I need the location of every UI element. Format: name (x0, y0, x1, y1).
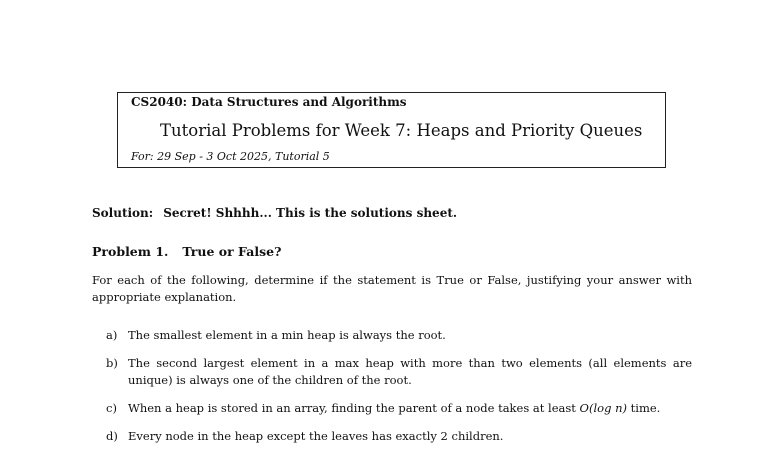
solution-label: Solution: (92, 206, 154, 220)
item-marker: b) (106, 356, 118, 370)
solution-text: Secret! Shhhh... This is the solutions sheet. (163, 206, 458, 220)
item-marker: c) (106, 401, 117, 415)
item-text-before: When a heap is stored in an array, finding the parent of a node takes at least (128, 401, 580, 415)
list-item (92, 428, 692, 445)
item-marker: d) (106, 429, 118, 443)
tutorial-header-box (117, 92, 666, 168)
item-marker: a) (106, 328, 118, 342)
item-text: The smallest element in a min heap is always the root. (128, 328, 446, 342)
problem-heading (92, 244, 281, 259)
item-text: The second largest element in a max heap with more than two elements (all elements are unique) is always one of the children of the root. (128, 356, 692, 387)
item-text-after: time. (626, 401, 661, 415)
problem-title: True or False? (182, 244, 282, 259)
big-o-expression: O(log n) (579, 401, 627, 415)
list-item (92, 400, 692, 417)
solution-note (92, 206, 457, 220)
list-item (92, 355, 692, 389)
list-item (92, 327, 692, 344)
problem-number: Problem 1. (92, 244, 169, 259)
tutorial-date-line: For: 29 Sep - 3 Oct 2025, Tutorial 5 (131, 150, 330, 163)
statement-list (92, 327, 692, 456)
course-title: CS2040: Data Structures and Algorithms (131, 95, 407, 109)
item-text: Every node in the heap except the leaves has exactly 2 children. (128, 429, 504, 443)
tutorial-title: Tutorial Problems for Week 7: Heaps and Priority Queues (160, 121, 643, 140)
problem-intro: For each of the following, determine if the statement is True or False, justifying your answer with appropriate explanation. (92, 273, 692, 304)
